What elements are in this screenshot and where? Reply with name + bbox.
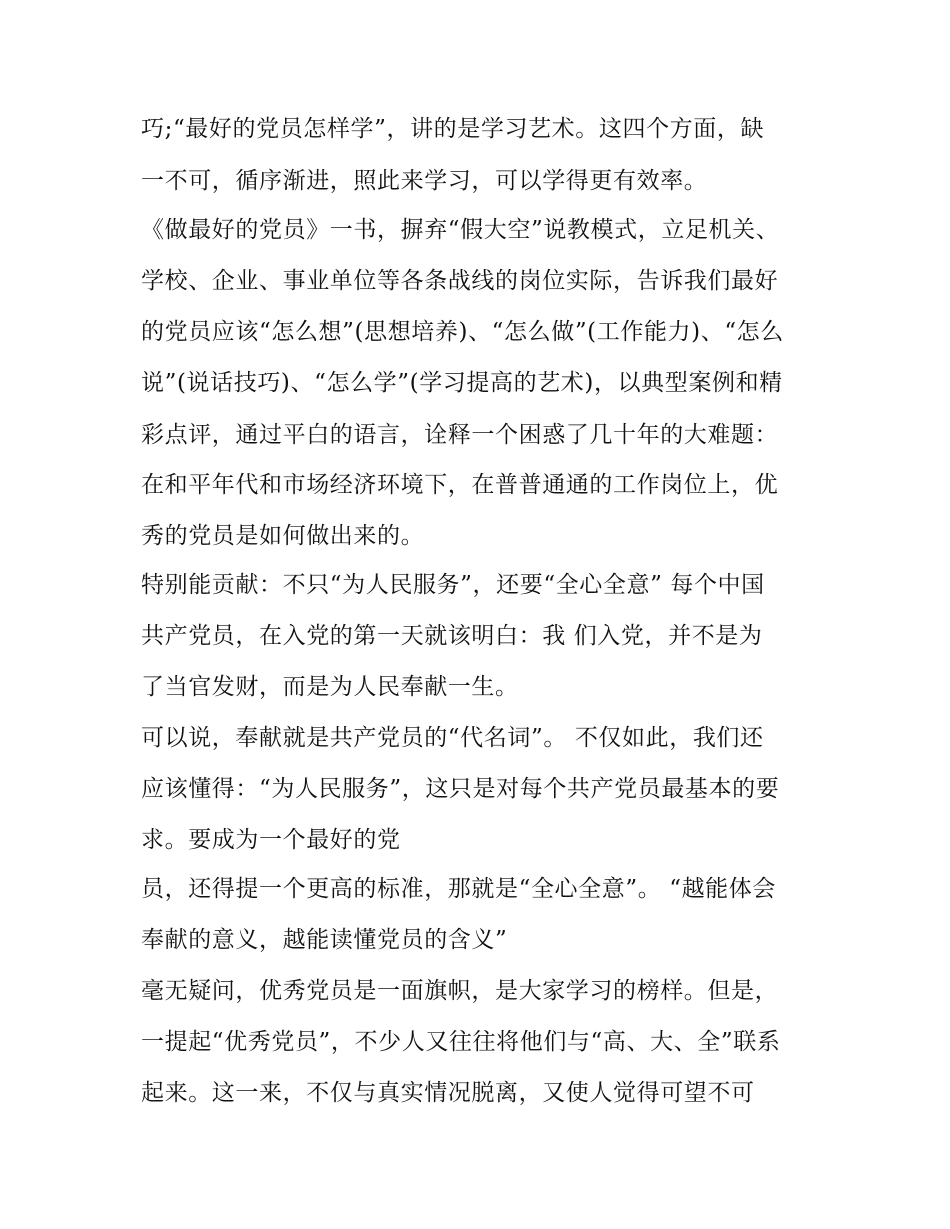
text-line: 奉献的意义，越能读懂党员的含义”: [141, 927, 508, 953]
text-line: 特别能贡献：不只“为人民服务”，还要“全心全意” 每个中国: [141, 572, 765, 598]
text-line: 共产党员，在入党的第一天就该明白：我 们入党，并不是为: [141, 623, 763, 649]
text-line: 《做最好的党员》一书，摒弃“假大空”说教模式，立足机关、: [141, 217, 780, 243]
text-line: 学校、企业、事业单位等各条战线的岗位实际，告诉我们最好: [141, 268, 779, 294]
text-line: 一提起“优秀党员”，不少人又往往将他们与“高、大、全”联系: [141, 1029, 781, 1055]
text-line: 应该懂得：“为人民服务”，这只是对每个共产党员最基本的要: [141, 776, 780, 802]
text-line: 员，还得提一个更高的标准，那就是“全心全意”。 “越能体会: [141, 876, 776, 902]
text-line: 可以说，奉献就是共产党员的“代名词”。 不仅如此，我们还: [141, 725, 764, 751]
text-line: 秀的党员是如何做出来的。: [141, 523, 425, 549]
text-line: 的党员应该“怎么想”(思想培养)、“怎么做”(工作能力)、“怎么: [141, 319, 784, 345]
text-line: 在和平年代和市场经济环境下，在普普通通的工作岗位上，优: [141, 472, 779, 498]
text-line: 一不可，循序渐进，照此来学习，可以学得更有效率。: [141, 168, 708, 194]
text-line: 说”(说话技巧)、“怎么学”(学习提高的艺术)，以典型案例和精: [141, 370, 783, 396]
text-line: 起来。这一来，不仅与真实情况脱离，又使人觉得可望不可: [141, 1080, 755, 1106]
text-line: 了当官发财，而是为人民奉献一生。: [141, 674, 519, 700]
text-line: 彩点评，通过平白的语言，诠释一个困惑了几十年的大难题：: [141, 422, 779, 448]
text-line: 巧;“最好的党员怎样学”，讲的是学习艺术。这四个方面，缺: [141, 116, 765, 142]
text-line: 毫无疑问，优秀党员是一面旗帜，是大家学习的榜样。但是，: [141, 978, 779, 1004]
text-line: 求。要成为一个最好的党: [141, 827, 401, 853]
